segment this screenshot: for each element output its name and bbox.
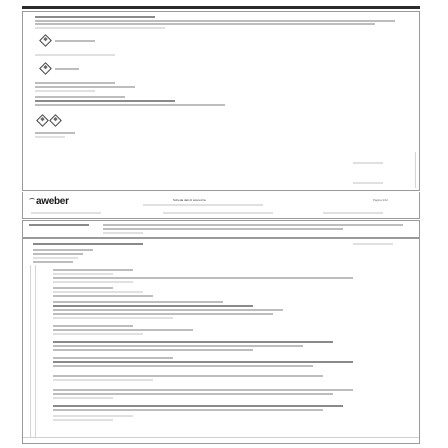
text-line <box>35 132 75 134</box>
text-line <box>35 27 165 29</box>
text-line <box>53 375 323 377</box>
section-header-panel <box>22 220 420 238</box>
text-line <box>31 212 101 214</box>
document-heading: Scheda dati di sicurezza <box>173 199 206 202</box>
top-rule <box>22 6 420 9</box>
text-line <box>53 415 133 417</box>
text-line <box>53 379 153 381</box>
body-text-panel <box>22 238 420 444</box>
text-line <box>53 345 303 347</box>
text-line <box>35 96 125 98</box>
text-line <box>53 301 223 303</box>
text-line <box>35 136 65 138</box>
hazard-pictogram-icon <box>39 34 52 47</box>
text-line <box>33 261 73 263</box>
text-line <box>53 365 313 367</box>
text-line <box>53 409 323 411</box>
text-line <box>53 317 173 319</box>
text-line <box>53 309 283 311</box>
page-number: Pagina 2/12 <box>373 198 388 202</box>
text-line <box>353 243 393 245</box>
hazard-pictogram-icon <box>39 62 52 75</box>
text-line <box>35 54 115 56</box>
text-line <box>53 325 133 327</box>
text-line <box>33 257 78 259</box>
text-line <box>53 389 353 391</box>
text-line <box>103 224 403 226</box>
text-line <box>353 182 383 184</box>
text-line <box>53 349 253 351</box>
text-line <box>35 86 135 88</box>
text-line <box>53 273 113 275</box>
document-header-panel <box>22 192 420 219</box>
margin-rule <box>415 152 416 188</box>
text-line <box>163 212 273 214</box>
text-line <box>55 40 95 42</box>
text-line <box>35 100 175 102</box>
text-line <box>35 16 155 18</box>
text-line <box>53 313 273 315</box>
text-line <box>53 419 113 421</box>
footer-rule <box>23 437 419 438</box>
text-line <box>143 204 263 206</box>
text-line <box>53 405 343 407</box>
hazard-pictogram-icon <box>36 114 49 127</box>
text-line <box>35 23 375 25</box>
text-line <box>53 295 153 297</box>
text-line <box>53 397 113 399</box>
text-line <box>29 224 89 226</box>
text-line <box>53 329 193 331</box>
logo-swoosh-icon <box>29 198 35 202</box>
text-line <box>323 212 383 214</box>
text-line <box>35 20 395 22</box>
text-line <box>35 82 115 84</box>
text-line <box>53 281 133 283</box>
text-line <box>33 249 93 251</box>
text-line <box>53 361 353 363</box>
text-line <box>55 68 79 70</box>
document-page <box>22 6 420 442</box>
text-line <box>53 269 133 271</box>
text-line <box>53 357 173 359</box>
text-line <box>33 243 143 245</box>
text-line <box>53 291 143 293</box>
hazard-pictogram-icon <box>49 114 62 127</box>
text-line <box>53 333 143 335</box>
table-rule <box>30 265 31 437</box>
table-rule <box>35 265 36 437</box>
text-line <box>353 162 383 164</box>
text-line <box>53 305 253 307</box>
text-line <box>53 277 353 279</box>
text-line <box>103 232 143 234</box>
text-line <box>53 393 333 395</box>
company-logo <box>29 196 69 207</box>
text-line <box>53 341 333 343</box>
text-line <box>53 287 113 289</box>
text-line <box>103 228 343 230</box>
hazard-section-panel <box>22 11 420 191</box>
text-line <box>35 90 95 92</box>
text-line <box>35 104 225 106</box>
logo-text: aweber <box>36 196 69 207</box>
text-line <box>33 253 83 255</box>
